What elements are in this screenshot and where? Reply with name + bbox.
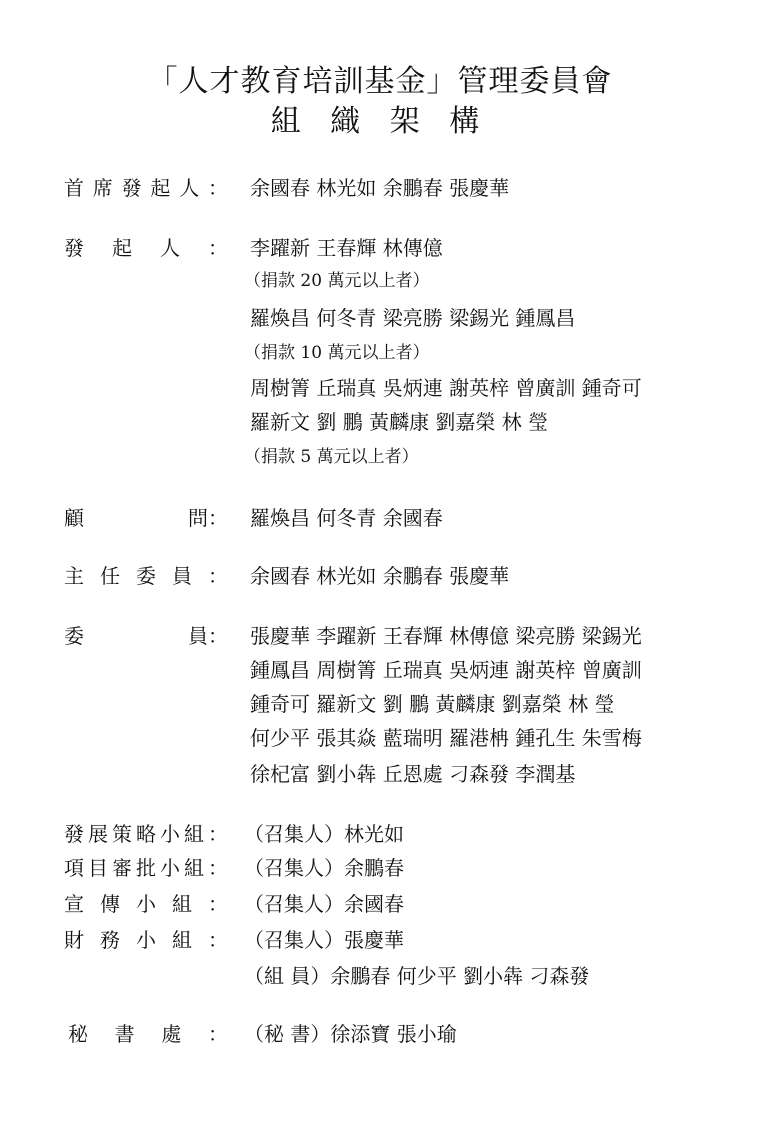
advisors-label: 顧 問 ： [64,506,228,530]
secretariat-row [0,1018,760,1052]
founders-group-2: 羅煥昌 何冬青 梁亮勝 梁錫光 鍾鳳昌 [250,306,576,330]
finance-group-value: （召集人）張慶華 [244,928,404,952]
members-line-3: 鍾奇可 羅新文 劉 鵬 黃麟康 劉嘉榮 林 瑩 [250,692,615,716]
chief-founders-names: 余國春 林光如 余鵬春 張慶華 [250,176,510,200]
founders-note-2: （捐款 10 萬元以上者） [244,343,430,363]
project-group-value: （召集人）余鵬春 [244,856,404,880]
finance-members-row [0,960,760,994]
members-line-3-row [0,688,760,722]
title-line-2: 組 織 架 構 [270,104,490,139]
project-group-row [0,852,760,886]
publicity-group-row [0,888,760,922]
advisors-names: 羅煥昌 何冬青 余國春 [250,506,443,530]
founders-label: 發 起 人 ： [64,236,228,260]
secretariat-value: （秘 書）徐添寶 張小瑜 [244,1022,457,1046]
founders-group-3a: 周樹箐 丘瑞真 吳炳連 謝英梓 曾廣訓 鍾奇可 [250,376,642,400]
members-row [0,620,760,654]
strategy-group-value: （召集人）林光如 [244,822,404,846]
founders-note-1: （捐款 20 萬元以上者） [244,271,430,291]
founders-group-1: 李躍新 王春輝 林傳億 [250,236,443,260]
founders-note-3-row [0,442,760,476]
founders-note-1-row [0,266,760,300]
members-label: 委 員 ： [64,624,228,648]
title-line-1: 「人才教育培訓基金」管理委員會 [147,64,613,99]
founders-group-3b: 羅新文 劉 鵬 黃麟康 劉嘉榮 林 瑩 [250,410,549,434]
chief-founders-label: 首 席 發 起 人 ： [64,176,228,200]
publicity-group-label: 宣 傳 小 組 ： [64,892,228,916]
publicity-group-value: （召集人）余國春 [244,892,404,916]
members-line-4: 何少平 張其焱 藍瑞明 羅港柟 鍾孔生 朱雪梅 [250,726,642,750]
chair-members-row [0,560,760,594]
founders-group-3a-row [0,372,760,406]
strategy-group-label: 發 展 策 略 小 組 ： [64,822,228,846]
finance-group-label: 財 務 小 組 ： [64,928,228,952]
members-line-2: 鍾鳳昌 周樹箐 丘瑞真 吳炳連 謝英梓 曾廣訓 [250,658,642,682]
project-group-label: 項 目 審 批 小 組 ： [64,856,228,880]
members-line-4-row [0,722,760,756]
chair-members-label: 主 任 委 員 ： [64,564,228,588]
founders-group-2-row [0,302,760,336]
members-line-2-row [0,654,760,688]
finance-group-members: （組 員）余鵬春 何少平 劉小犇 刁森發 [244,964,590,988]
members-line-1: 張慶華 李躍新 王春輝 林傳億 梁亮勝 梁錫光 [250,624,642,648]
members-line-5-row [0,758,760,792]
chair-members-names: 余國春 林光如 余鵬春 張慶華 [250,564,510,588]
founders-note-2-row [0,338,760,372]
members-line-5: 徐杞富 劉小犇 丘恩處 刁森發 李潤基 [250,762,576,786]
founders-row [0,232,760,266]
advisors-row [0,502,760,536]
finance-group-row [0,924,760,958]
chief-founders-row [0,172,760,206]
strategy-group-row [0,818,760,852]
founders-group-3b-row [0,406,760,440]
secretariat-label: 秘 書 處 ： [68,1022,228,1046]
founders-note-3: （捐款 5 萬元以上者） [244,447,419,467]
